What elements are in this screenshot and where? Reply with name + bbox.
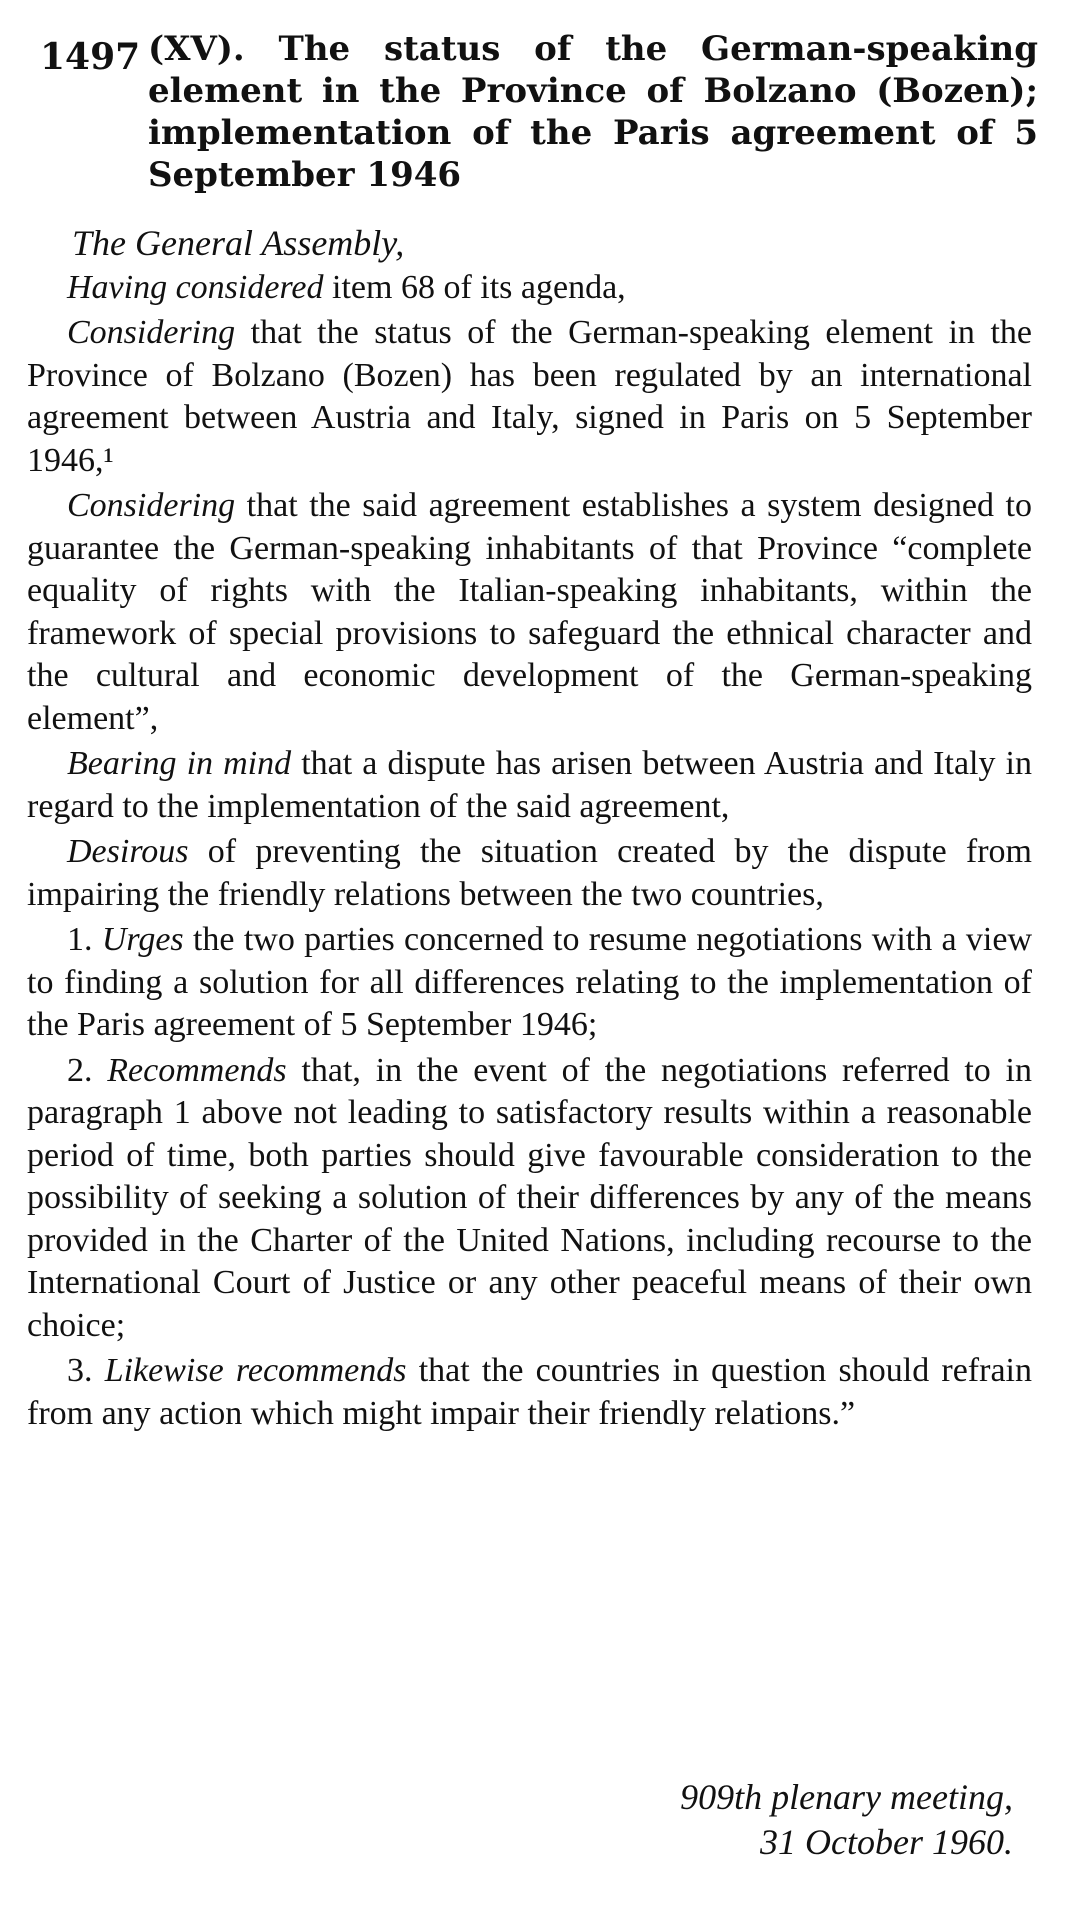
preamble-paragraph-4 <box>27 743 1032 828</box>
resolution-number: 1497 <box>40 36 141 78</box>
preamble-paragraph-2 <box>27 312 1032 482</box>
operative-text: that, in the event of the negotiations referred to in paragraph 1 above not leading to satisfactory results within a reasonable period of time, both parties should give favourable consideration to the possibility of seeking a solution of their differences by any of the means provided in the Charter of the United Nations, including recourse to the International Court of Justice or any other peaceful means of their own choice; <box>27 1051 1033 1344</box>
preamble-paragraph-5 <box>27 831 1032 916</box>
paragraph-number: 3. <box>67 1352 93 1389</box>
paragraph-number: 2. <box>67 1051 93 1089</box>
preamble-lead: Having considered <box>67 268 324 306</box>
preamble-text: that the said agreement establishes a system designed to guarantee the German-speaking inhabitants of that Province “complete equality of rights with the Italian-speaking inhabitants, within the framework of special provisions to safeguard the ethnical character and the cultural and economic development of the German-speaking element”, <box>27 487 1032 737</box>
meeting-name: 909th plenary meeting, <box>680 1777 1013 1817</box>
preamble-text: of preventing the situation created by the dispute from impairing the friendly relations between the two countries, <box>27 833 1032 913</box>
resolution-body <box>27 222 1032 1435</box>
paragraph-number: 1. <box>67 921 93 958</box>
preamble-text: item 68 of its agenda, <box>323 268 626 306</box>
preamble-paragraph-3 <box>27 485 1032 740</box>
preamble-lead: Bearing in mind <box>67 745 292 782</box>
preamble-text: that a dispute has arisen between Austria and Italy in regard to the implementation of the said agreement, <box>27 745 1033 825</box>
meeting-signature <box>413 1775 1013 1865</box>
operative-lead: Urges <box>101 921 184 958</box>
operative-lead: Likewise recommends <box>104 1352 407 1389</box>
opening-line: The General Assembly, <box>72 223 405 263</box>
preamble-paragraph-1 <box>27 267 1032 310</box>
operative-paragraph-3 <box>27 1350 1032 1435</box>
preamble-lead: Considering <box>67 487 236 524</box>
operative-text: that the countries in question should refrain from any action which might impair their friendly relations.” <box>27 1352 1032 1432</box>
preamble-lead: Considering <box>67 314 236 351</box>
operative-paragraph-2 <box>27 1050 1032 1348</box>
operative-paragraph-1 <box>27 919 1032 1047</box>
operative-lead: Recommends <box>107 1051 287 1089</box>
preamble-lead: Desirous <box>67 833 189 870</box>
meeting-date: 31 October 1960. <box>760 1822 1013 1862</box>
resolution-title: (XV). The status of the German-speaking element in the Province of Bolzano (Bozen); implementation of the Paris agreement of 5 September 1946 <box>148 29 1038 195</box>
preamble-text: that the status of the German-speaking element in the Province of Bolzano (Bozen) has been regulated by an international agreement between Austria and Italy, signed in Paris on 5 September 1946,¹ <box>27 314 1032 479</box>
operative-text: the two parties concerned to resume negotiations with a view to finding a solution for all differences relating to the implementation of the Paris agreement of 5 September 1946; <box>27 921 1033 1043</box>
